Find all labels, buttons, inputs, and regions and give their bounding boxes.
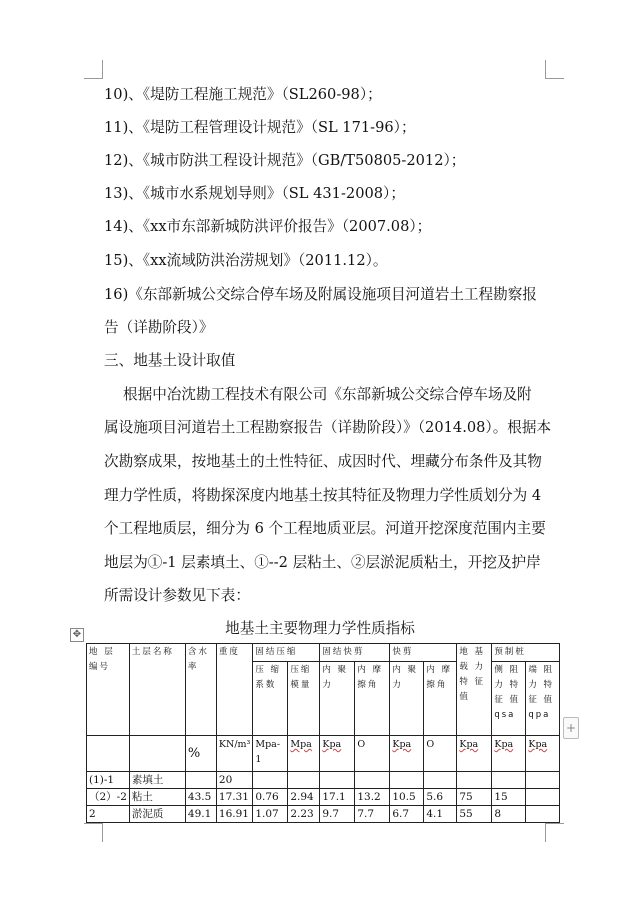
cell-density: 17.31 [216,789,252,806]
body-line-4: 理力学性质，将勘探深度内地基土按其特征及物理力学性质划分为 4 [104,487,542,504]
header-compression-coef: 压 缩 系数 [253,662,288,736]
cell-pile-side: 8 [492,806,526,823]
header-water-content: 含水率 [185,644,216,736]
table-row [87,772,560,789]
header-cs-friction: 内 摩 擦角 [355,662,390,736]
reference-item-11: 11)、《堤防工程管理设计规范》（SL 171-96）； [104,119,416,136]
header-pile-end: 端 阻 力 特 征 值 qpa [526,662,560,736]
header-soil-name: 土层名称 [129,644,185,736]
table-title: 地基土主要物理力学性质指标 [225,620,415,637]
crop-mark-bottom-left [84,823,103,842]
reference-item-12: 12)、《城市防洪工程设计规范》（GB/T50805-2012）； [104,152,466,169]
cell-soil-name: 素填土 [129,772,185,789]
header-cs-cohesion: 内 聚 力 [320,662,355,736]
unit-compression-coef: Mpa-1 [253,736,288,772]
cell-qs-friction: 4.1 [424,806,457,823]
cell-cs-friction [355,772,390,789]
body-line-7: 所需设计参数见下表： [104,587,250,604]
header-pile-group: 预制桩 [492,644,560,662]
cell-pile-side [492,772,526,789]
cell-density: 16.91 [216,806,252,823]
section-heading: 三、地基土设计取值 [104,352,236,369]
unit-qs-cohesion: Kpa [390,736,424,772]
reference-item-13: 13)、《城市水系规划导则》（SL 431-2008）； [104,185,405,202]
body-line-5: 个工程地质层，细分为 6 个工程地质亚层。河道开挖深度范围内主要 [104,520,546,537]
add-column-button[interactable]: + [563,717,579,739]
header-quick-shear-group: 快剪 [390,644,457,662]
header-density: 重度 [216,644,252,736]
header-qs-friction: 内 摩 擦角 [424,662,457,736]
table-header-row-1 [87,644,560,662]
unit-cs-cohesion: Kpa [320,736,355,772]
cell-soil-name: 粘土 [129,789,185,806]
cell-compression-coef: 1.07 [253,806,288,823]
cell-layer-no: 2 [87,806,130,823]
cell-pile-end [526,789,560,806]
cell-qs-cohesion [390,772,424,789]
cell-pile-side: 15 [492,789,526,806]
cell-cs-cohesion: 9.7 [320,806,355,823]
cell-cs-cohesion: 17.1 [320,789,355,806]
header-layer-no: 地 层 编号 [87,644,130,736]
unit-layer-no [87,736,130,772]
cell-compression-mod: 2.94 [288,789,320,806]
cell-pile-end [526,806,560,823]
cell-cs-friction: 13.2 [355,789,390,806]
cell-qs-friction [424,772,457,789]
cell-water: 49.1 [185,806,216,823]
unit-qs-friction: O [424,736,457,772]
crop-mark-top-right [545,60,564,79]
cell-soil-name: 淤泥质 [129,806,185,823]
header-cons-shear-group: 固结快剪 [320,644,390,662]
cell-bearing: 55 [457,806,492,823]
cell-qs-cohesion: 6.7 [390,806,424,823]
body-line-3: 次勘察成果，按地基土的土性特征、成因时代、埋藏分布条件及其物 [104,453,542,470]
crop-mark-bottom-right [545,823,564,842]
unit-pile-side: Kpa [492,736,526,772]
unit-density: KN/m³ [216,736,252,772]
header-pile-side: 侧 阻 力 特 征 值 qsa [492,662,526,736]
table-row [87,789,560,806]
cell-water: 43.5 [185,789,216,806]
unit-pile-end: Kpa [526,736,560,772]
table-move-handle-icon[interactable]: ✥ [70,628,84,642]
reference-item-14: 14)、《xx市东部新城防洪评价报告》（2007.08）； [104,218,432,235]
body-line-6: 地层为①-1 层素填土、①--2 层粘土、②层淤泥质粘土，开挖及护岸 [104,554,541,571]
reference-item-15: 15)、《xx流域防洪治涝规划》（2011.12）。 [104,252,388,269]
cell-cs-friction: 7.7 [355,806,390,823]
cell-compression-coef [253,772,288,789]
table-row [87,806,560,823]
body-line-1: 根据中冶沈勘工程技术有限公司《东部新城公交综合停车场及附 [123,386,532,403]
soil-properties-table [86,643,560,823]
reference-item-10: 10)、《堤防工程施工规范》（SL260-98）； [104,86,382,103]
header-compression-mod: 压缩模量 [288,662,320,736]
cell-layer-no: （2）-2 [87,789,130,806]
cell-density: 20 [216,772,252,789]
cell-layer-no: (1)-1 [87,772,130,789]
body-line-2: 属设施项目河道岩土工程勘察报告（详勘阶段）》（2014.08）。根据本 [104,419,552,436]
cell-bearing [457,772,492,789]
cell-qs-friction: 5.6 [424,789,457,806]
unit-cs-friction: O [355,736,390,772]
table-unit-row [87,736,560,772]
cell-water [185,772,216,789]
cell-compression-coef: 0.76 [253,789,288,806]
unit-water: % [185,736,216,772]
cell-compression-mod [288,772,320,789]
cell-compression-mod: 2.23 [288,806,320,823]
unit-bearing: Kpa [457,736,492,772]
header-bearing-capacity: 地 基 载 力 特 征 值 [457,644,492,736]
cell-pile-end [526,772,560,789]
header-qs-cohesion: 内 聚 力 [390,662,424,736]
unit-soil-name [129,736,185,772]
crop-mark-top-left [84,60,103,79]
cell-cs-cohesion [320,772,355,789]
reference-item-16-cont: 告（详勘阶段）》 [104,319,214,336]
reference-item-16: 16)《东部新城公交综合停车场及附属设施项目河道岩土工程勘察报 [104,286,537,303]
cell-qs-cohesion: 10.5 [390,789,424,806]
header-consolidation-group: 固结压缩 [253,644,320,662]
unit-compression-mod: Mpa [288,736,320,772]
cell-bearing: 75 [457,789,492,806]
